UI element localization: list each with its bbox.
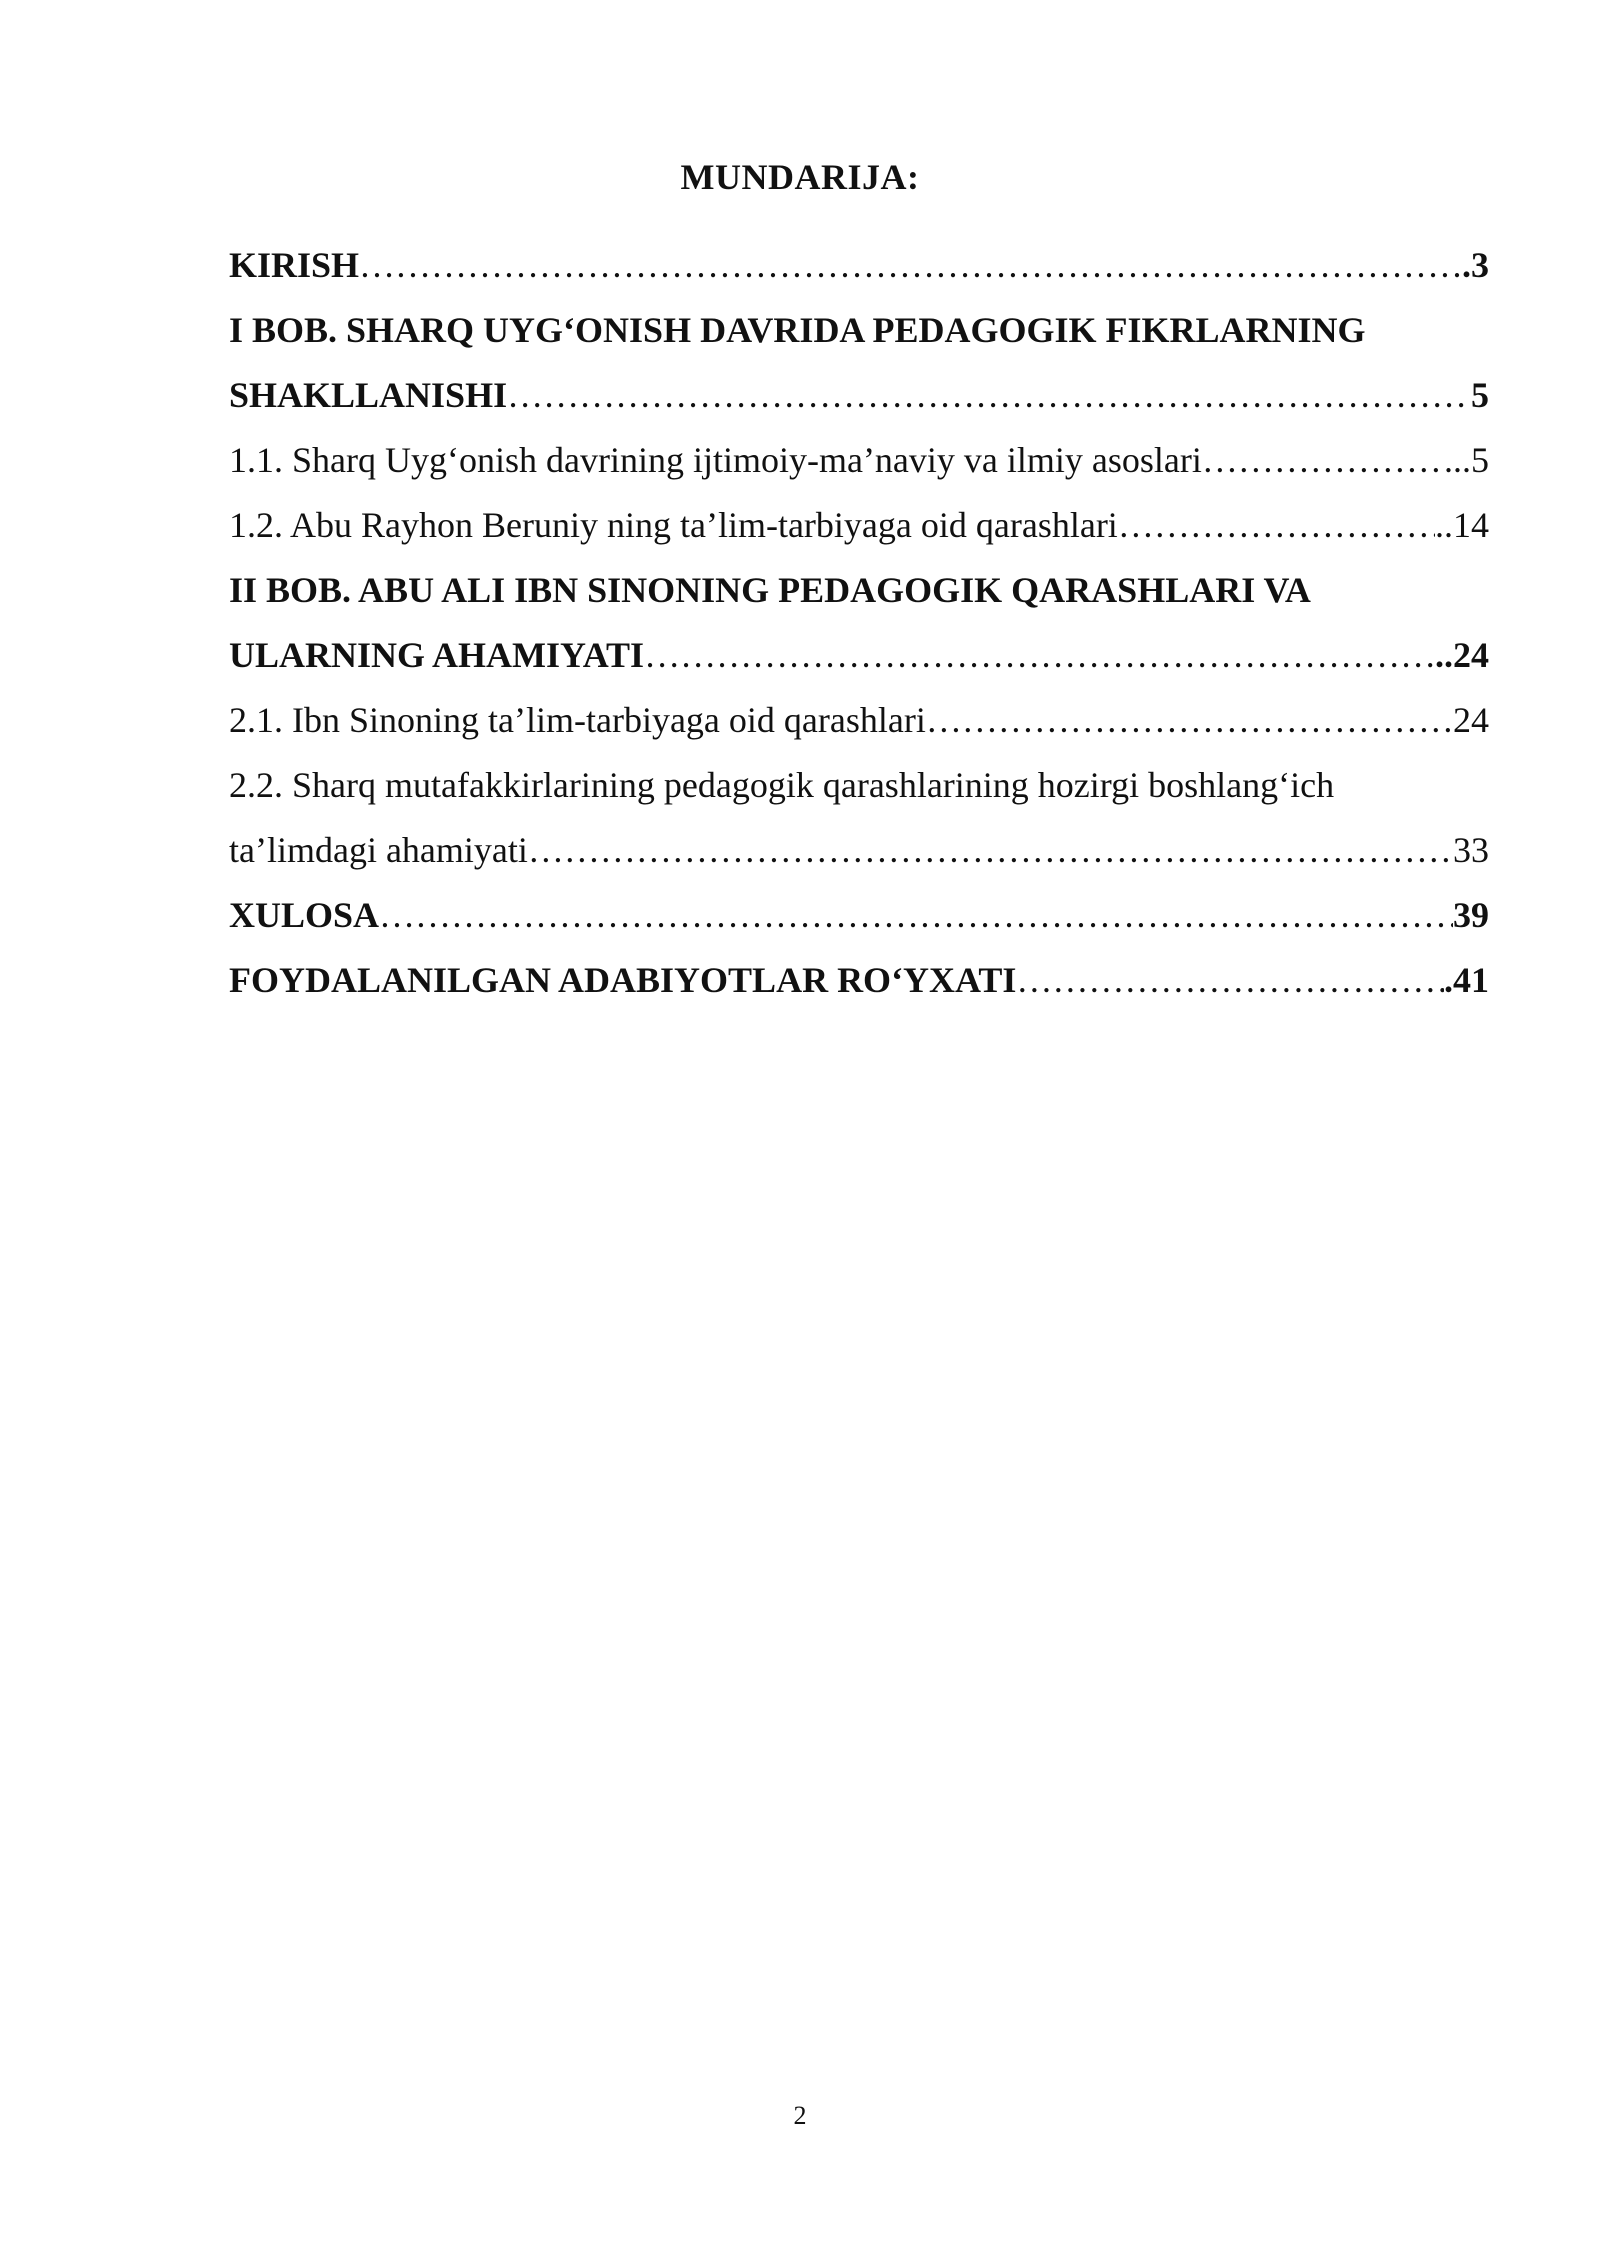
- toc-leader-dots: [1016, 948, 1444, 1013]
- toc-entry-page: 24: [1453, 700, 1489, 740]
- toc-entry-title: 1.2. Abu Rayhon Beruniy ning ta’lim-tarbiyaga oid qarashlari: [229, 505, 1118, 545]
- page-number: 2: [793, 2101, 807, 2130]
- toc-leader-dots: [528, 818, 1453, 883]
- toc-entry-page: 39: [1453, 895, 1489, 935]
- toc-entry-section-2-1[interactable]: [229, 688, 1489, 753]
- toc-entry-title-line1: 2.2. Sharq mutafakkirlarining pedagogik qarashlarining hozirgi boshlang‘ich: [229, 765, 1335, 805]
- toc-entry-title: 2.1. Ibn Sinoning ta’lim-tarbiyaga oid qarashlari: [229, 700, 926, 740]
- table-of-contents: [229, 233, 1489, 1013]
- toc-entry-page: 5: [1471, 375, 1489, 415]
- toc-entry-chapter-2-line1[interactable]: [229, 558, 1489, 623]
- toc-entry-title: XULOSA: [229, 895, 380, 935]
- toc-leader-dots: [1118, 493, 1435, 558]
- toc-entry-title: FOYDALANILGAN ADABIYOTLAR RO‘YXATI: [229, 960, 1017, 1000]
- toc-entry-title: SHAKLLANISHI: [229, 375, 508, 415]
- toc-entry-references[interactable]: [229, 948, 1489, 1013]
- toc-entry-page: ...5: [1444, 440, 1489, 480]
- toc-leader-dots: [359, 233, 1462, 298]
- toc-entry-section-2-2-line1[interactable]: [229, 753, 1489, 818]
- toc-entry-page: .41: [1444, 960, 1489, 1000]
- toc-leader-dots: [379, 883, 1453, 948]
- toc-leader-dots: [507, 363, 1471, 428]
- toc-entry-page: .3: [1462, 245, 1489, 285]
- toc-entry-title: 1.1. Sharq Uyg‘onish davrining ijtimoiy-ma’naviy va ilmiy asoslari: [229, 440, 1202, 480]
- toc-entry-section-2-2[interactable]: [229, 818, 1489, 883]
- toc-entry-title-line1: I BOB. SHARQ UYG‘ONISH DAVRIDA PEDAGOGIK FIKRLARNING: [229, 310, 1366, 350]
- toc-entry-page: 33: [1453, 830, 1489, 870]
- toc-entry-xulosa[interactable]: [229, 883, 1489, 948]
- toc-entry-chapter-1-line1[interactable]: [229, 298, 1489, 363]
- toc-leader-dots: [644, 623, 1435, 688]
- toc-entry-title-line1: II BOB. ABU ALI IBN SINONING PEDAGOGIK QARASHLARI VA: [229, 570, 1311, 610]
- toc-entry-section-1-1[interactable]: [229, 428, 1489, 493]
- toc-entry-kirish[interactable]: [229, 233, 1489, 298]
- toc-entry-page: ..14: [1435, 505, 1489, 545]
- toc-entry-page: ..24: [1435, 635, 1489, 675]
- toc-entry-chapter-2[interactable]: [229, 623, 1489, 688]
- toc-entry-title: KIRISH: [229, 245, 360, 285]
- toc-entry-section-1-2[interactable]: [229, 493, 1489, 558]
- page-title: MUNDARIJA:: [680, 157, 920, 197]
- toc-leader-dots: [926, 688, 1453, 753]
- toc-entry-chapter-1[interactable]: [229, 363, 1489, 428]
- toc-entry-title: ta’limdagi ahamiyati: [229, 830, 528, 870]
- toc-leader-dots: [1202, 428, 1444, 493]
- toc-entry-title: ULARNING AHAMIYATI: [229, 635, 645, 675]
